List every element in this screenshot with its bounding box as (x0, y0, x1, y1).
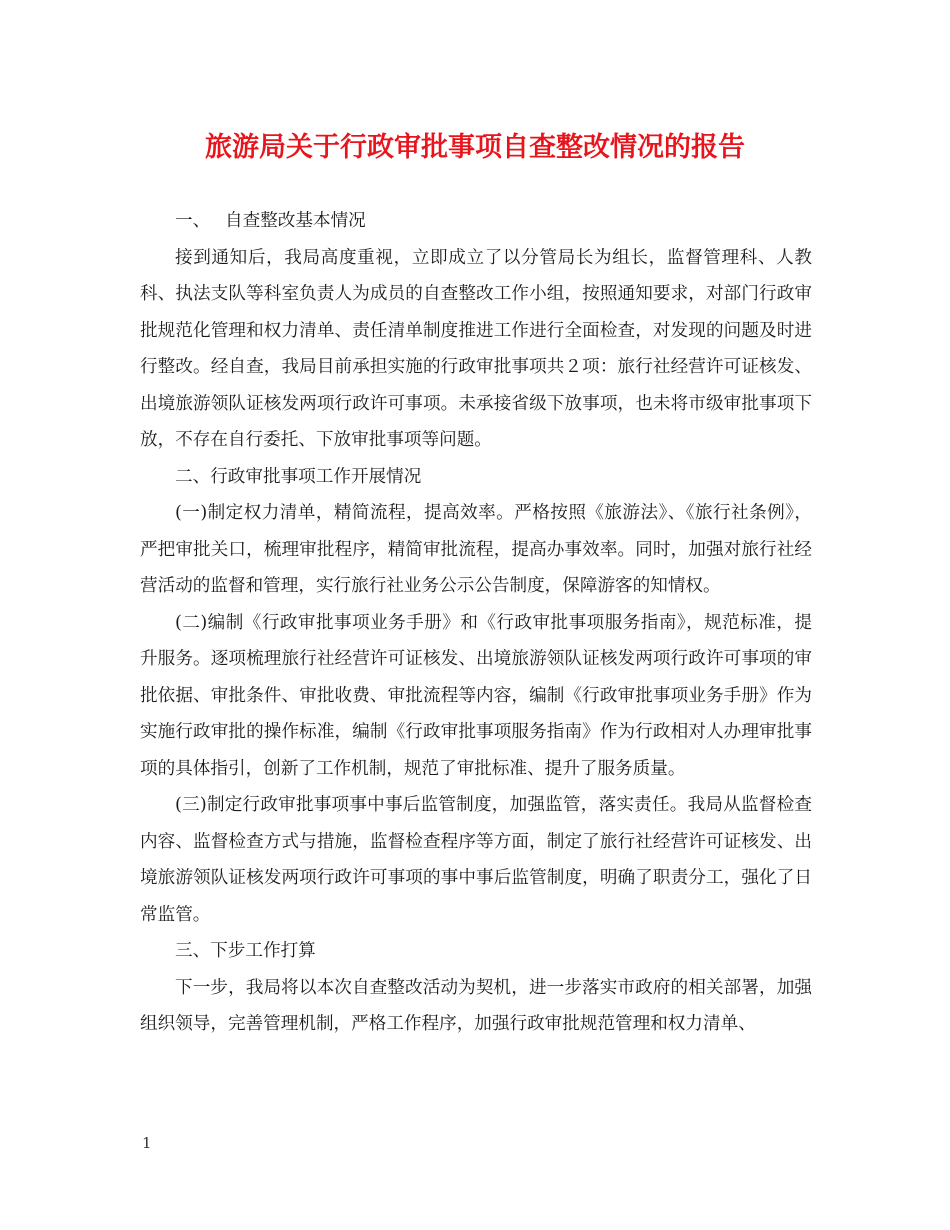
section-2-paragraph-2: (二)编制《行政审批事项业务手册》和《行政审批事项服务指南》，规范标准，提升服务。逐项梳理旅行社经营许可证核发、出境旅游领队证核发两项行政许可事项的审批依据、审批条件、审批收费、审批流程等内容，编制《行政审批事项业务手册》作为实施行政审批的操作标准，编制《行政审批事项服务指南》作为行政相对人办理审批事项的具体指引，创新了工作机制，规范了审批标准、提升了服务质量。 (140, 612, 812, 779)
section-1-heading (140, 203, 812, 240)
section-1-heading-text: 自查整改基本情况 (225, 211, 366, 231)
document-title: 旅游局关于行政审批事项自查整改情况的报告 (205, 132, 745, 163)
section-1-number: 一、 (175, 211, 211, 231)
section-2-paragraph-3: (三)制定行政审批事项事中事后监管制度，加强监管，落实责任。我局从监督检查内容、监督检查方式与措施，监督检查程序等方面，制定了旅行社经营许可证核发、出境旅游领队证核发两项行政许可事项的事中事后监管制度，明确了职责分工，强化了日常监管。 (140, 795, 812, 925)
section-2-paragraph-1: (一)制定权力清单，精简流程，提高效率。严格按照《旅游法》、《旅行社条例》，严把审批关口，梳理审批程序，精简审批流程，提高办事效率。同时，加强对旅行社经营活动的监督和管理，实行旅行社业务公示公告制度，保障游客的知情权。 (140, 503, 812, 596)
section-3-paragraph: 下一步，我局将以本次自查整改活动为契机，进一步落实市政府的相关部署，加强组织领导，完善管理机制，严格工作程序，加强行政审批规范管理和权力清单、 (140, 977, 812, 1034)
document-body (140, 203, 812, 1043)
section-3-heading: 三、下步工作打算 (175, 941, 316, 961)
section-1-paragraph: 接到通知后，我局高度重视，立即成立了以分管局长为组长，监督管理科、人教科、执法支队等科室负责人为成员的自查整改工作小组，按照通知要求，对部门行政审批规范化管理和权力清单、责任清单制度推进工作进行全面检查，对发现的问题及时进行整改。经自查，我局目前承担实施的行政审批事项共２项：旅行社经营许可证核发、出境旅游领队证核发两项行政许可事项。未承接省级下放事项，也未将市级审批事项下放，不存在自行委托、下放审批事项等问题。 (140, 247, 812, 450)
section-2-heading: 二、行政审批事项工作开展情况 (175, 466, 422, 487)
page-number: 1 (142, 1134, 152, 1152)
